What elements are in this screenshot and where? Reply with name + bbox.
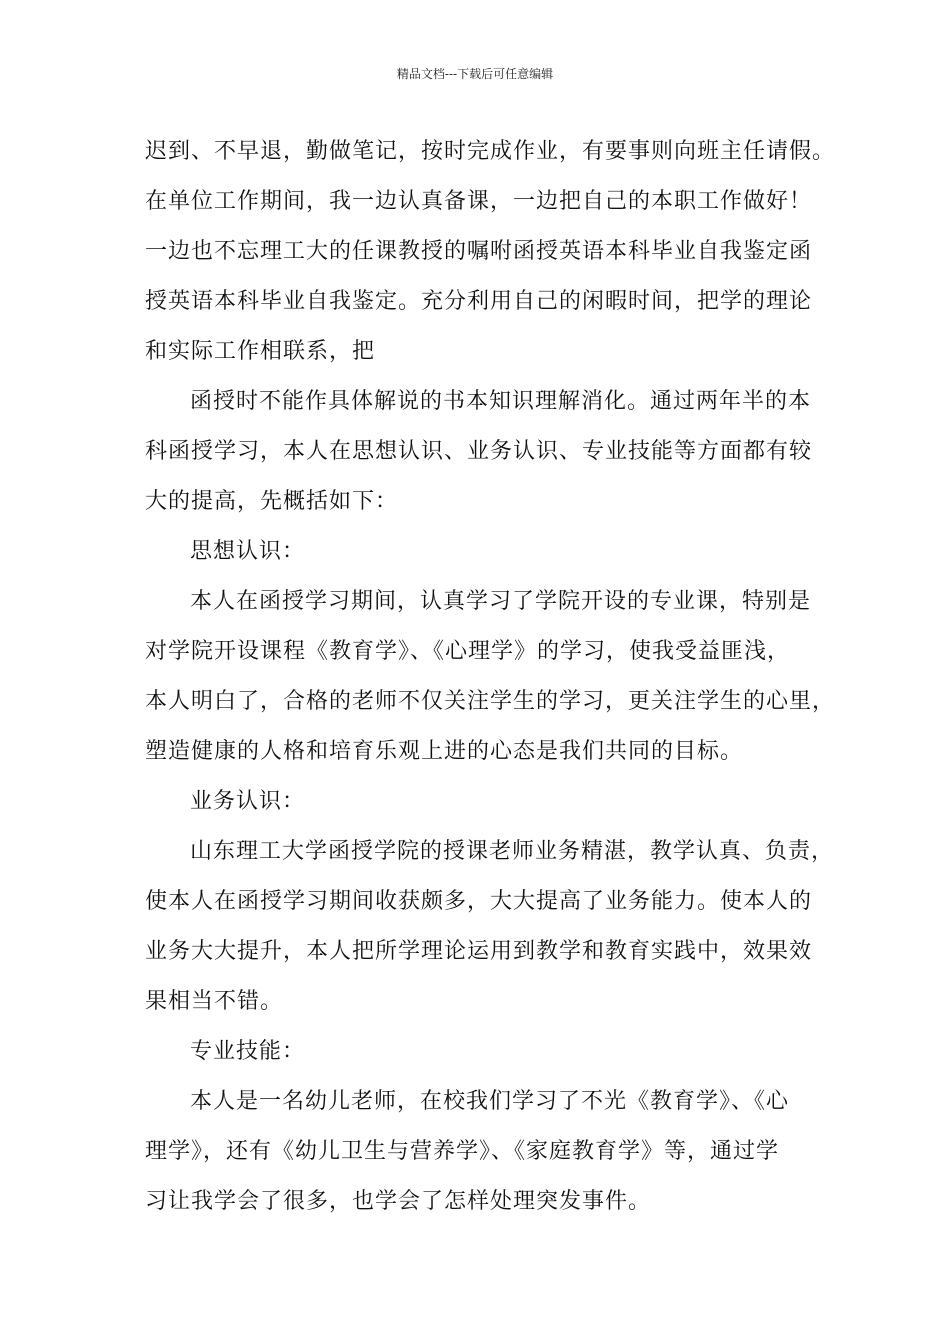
document-body: [145, 127, 835, 1227]
text-line: 专业技能：: [190, 1039, 306, 1064]
page-header: 精品文档---下载后可任意编辑: [396, 67, 554, 81]
text-line: 业务大大提升，本人把所学理论运用到教学和教育实践中，效果效: [145, 939, 813, 964]
text-line: 习让我学会了很多，也学会了怎样处理突发事件。: [145, 1189, 652, 1214]
text-line: 使本人在函授学习期间收获颇多，大大提高了业务能力。使本人的: [145, 889, 813, 914]
text-line: 业务认识：: [190, 789, 306, 814]
text-line: 对学院开设课程《教育学》、《心理学》的学习，使我受益匪浅，: [145, 639, 791, 664]
text-line: 塑造健康的人格和培育乐观上进的心态是我们共同的目标。: [145, 739, 744, 764]
text-line: 一边也不忘理工大的任课教授的嘱咐函授英语本科毕业自我鉴定函: [145, 239, 813, 264]
text-line: 果相当不错。: [145, 989, 284, 1014]
text-line: 科函授学习，本人在思想认识、业务认识、专业技能等方面都有较: [145, 439, 813, 464]
text-line: 本人是一名幼儿老师，在校我们学习了不光《教育学》、《心: [190, 1089, 790, 1114]
text-line: 在单位工作期间，我一边认真备课，一边把自己的本职工作做好！: [145, 189, 813, 214]
text-line: 理学》，还有《幼儿卫生与营养学》、《家庭教育学》等，通过学: [145, 1139, 780, 1164]
text-line: 山东理工大学函授学院的授课老师业务精湛，教学认真、负责，: [190, 839, 835, 864]
text-line: 思想认识：: [190, 539, 306, 564]
text-line: 迟到、不早退，勤做笔记，按时完成作业，有要事则向班主任请假。: [145, 139, 836, 164]
text-line: 本人在函授学习期间，认真学习了学院开设的专业课，特别是: [190, 589, 812, 614]
text-line: 授英语本科毕业自我鉴定。充分利用自己的闲暇时间，把学的理论: [145, 289, 813, 314]
text-line: 本人明白了，合格的老师不仅关注学生的学习，更关注学生的心里，: [145, 689, 836, 714]
text-line: 函授时不能作具体解说的书本知识理解消化。通过两年半的本: [190, 389, 812, 414]
text-line: 和实际工作相联系，把: [145, 339, 376, 364]
text-line: 大的提高，先概括如下：: [145, 489, 399, 514]
